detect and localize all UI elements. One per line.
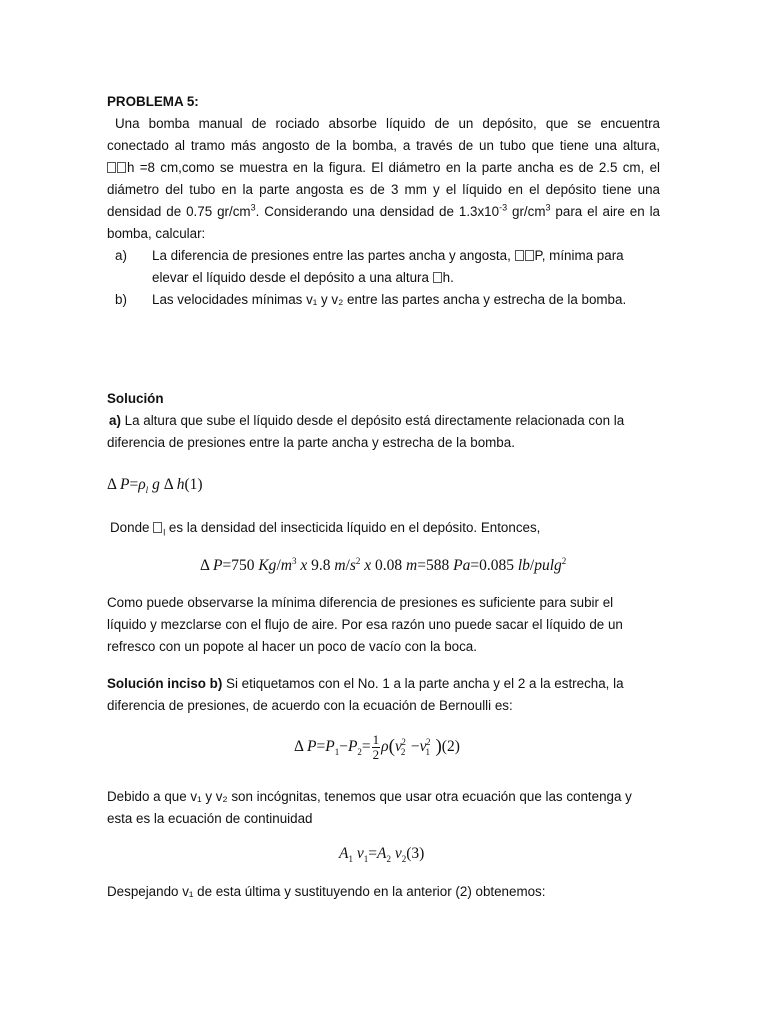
list-marker-a: a): [115, 248, 127, 263]
list-marker-b: b): [115, 292, 127, 307]
problem-line-2: conectado al tramo más angosto de la bomba, a través de un tubo que tiene una altura,: [107, 138, 660, 153]
problem-line-4: diámetro del tubo en la parte angosta es de 3 mm y el líquido en el depósito tiene una: [107, 182, 660, 197]
solution-a-label: a): [109, 413, 121, 428]
problem-line-3: [107, 157, 660, 179]
problem-paragraph: [107, 113, 660, 245]
item-a-line2-pre: elevar el líquido desde el depósito a una altura: [152, 270, 433, 285]
problem-line-5: densidad de 0.75 $gr/cm^3$. Considerando una densidad de $1.3x10^{-3}$ $gr/cm^3$ para el aire en la: [107, 202, 660, 219]
item-a-line2-post: h.: [442, 270, 454, 285]
problem-line-3-text: h =8 cm,como se muestra en la figura. El diámetro en la parte ancha es de 2.5 cm, el: [127, 160, 660, 175]
final-line: Despejando v₁ de esta última y sustituyendo en la anterior (2) obtenemos:: [107, 884, 546, 899]
solution-b-line1-text: Si etiquetamos con el No. 1 a la parte ancha y el 2 a la estrecha, la: [222, 676, 624, 691]
donde-pre: Donde: [110, 520, 154, 535]
solution-b-line2: diferencia de presiones, de acuerdo con la ecuación de Bernoulli es:: [107, 698, 513, 713]
donde-post: es la densidad del insecticida líquido en el depósito. Entonces,: [168, 520, 541, 535]
density-text-b: . Considerando una densidad de 1.3x10: [255, 204, 500, 219]
equation-4: $A_1$ $v_1=A_2$ $v_2(3)$: [339, 845, 425, 865]
solution-paragraph-2: [107, 786, 660, 830]
donde-line-text: Donde $_l$ es la densidad del insecticida líquido en el depósito. Entonces,: [110, 520, 541, 538]
solution-b-label: Solución inciso b): [107, 676, 223, 691]
solution-a-line1: [107, 410, 660, 432]
list-text-a-line1: [152, 245, 624, 267]
solution-b-paragraph: [107, 673, 660, 717]
equation-1: Δ $P=\rho_l$ g Δ h(1): [107, 476, 203, 496]
missing-glyph-icon: [433, 272, 442, 283]
solution-a-line2: diferencia de presiones entre la parte ancha y estrecha de la bomba.: [107, 435, 515, 450]
density-text-d: para el aire en la: [550, 204, 660, 219]
missing-glyph-icon: [107, 162, 116, 173]
equation-3: Δ $P=P_1-P_2=$ $\frac{1}{2}$ $\rho(v_2^2 -v_1^2$ )(2): [294, 732, 460, 762]
para1-line3: refresco con un popote al hacer un poco de vacío con la boca.: [107, 639, 477, 654]
missing-glyph-icon: [117, 162, 126, 173]
para2-line1: Debido a que v₁ y v₂ son incógnitas, tenemos que usar otra ecuación que las contenga y: [107, 789, 632, 804]
solution-a-line1-text: La altura que sube el líquido desde el depósito está directamente relacionada con la: [120, 413, 625, 428]
list-text-b: Las velocidades mínimas v₁ y v₂ entre las partes ancha y estrecha de la bomba.: [152, 292, 627, 307]
para2-line2: esta es la ecuación de continuidad: [107, 811, 313, 826]
donde-line: [107, 517, 660, 539]
item-a-line1-post: P, mínima para: [534, 248, 624, 263]
missing-glyph-icon: [153, 522, 162, 533]
equation-2: Δ P=750 $Kg/m^3$ x 9.8 $m/s^2$ x 0.08 m=588 Pa=0.085 lb/pulg$^2$: [200, 555, 567, 574]
density-text-a: densidad de 0.75 gr/cm: [107, 204, 251, 219]
para1-line1: Como puede observarse la mínima diferencia de presiones es suficiente para subir el: [107, 595, 614, 610]
density-text-c: gr/cm: [507, 204, 546, 219]
item-a-line1-pre: La diferencia de presiones entre las partes ancha y angosta,: [152, 248, 515, 263]
missing-glyph-icon: [515, 250, 524, 261]
para1-line2: líquido y mezclarse con el flujo de aire. Por esa razón uno puede sacar el líquido de un: [107, 617, 623, 632]
problem-line-1: Una bomba manual de rociado absorbe líquido de un depósito, que se encuentra: [115, 116, 660, 131]
solution-b-line1: [107, 673, 660, 695]
problem-line-6: bomba, calcular:: [107, 226, 206, 241]
list-text-a-line2: [152, 267, 454, 289]
solution-paragraph-1: [107, 592, 660, 658]
problem-title: PROBLEMA 5:: [107, 94, 199, 109]
solution-a-paragraph: [107, 410, 660, 454]
missing-glyph-icon: [525, 250, 534, 261]
solution-title: Solución: [107, 391, 164, 406]
